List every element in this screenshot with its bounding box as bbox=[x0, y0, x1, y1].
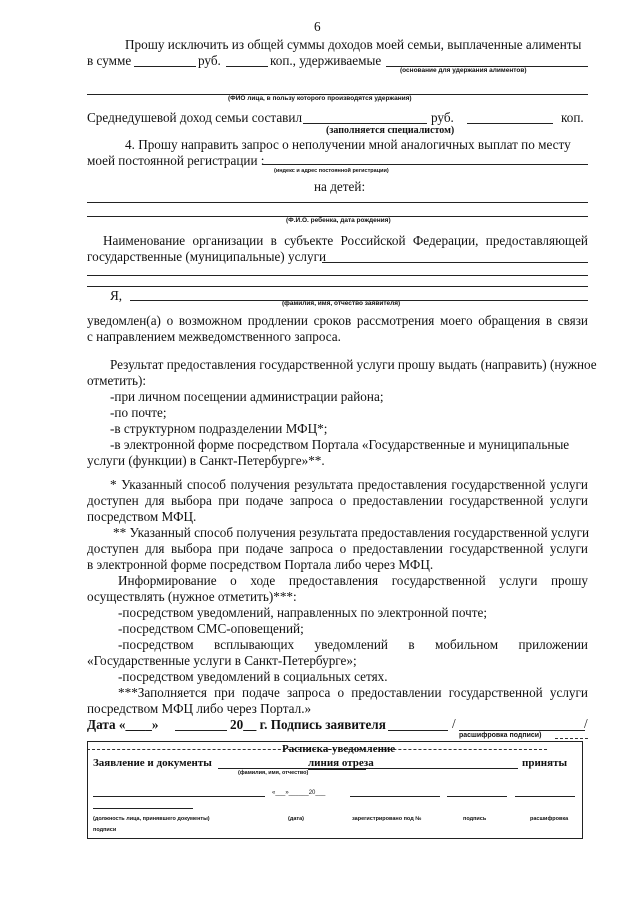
request-address-field[interactable] bbox=[262, 164, 588, 165]
receipt-title: Расписка-уведомление bbox=[282, 743, 396, 755]
signature-slash: / bbox=[452, 716, 456, 731]
applicant-line1: уведомлен(а) о возможном продлении сроков рассмотрения моего обращения в связи bbox=[87, 313, 588, 328]
note1-line3: посредством МФЦ. bbox=[87, 509, 197, 524]
result-option-portal[interactable]: -в электронной форме посредством Портала «Государственные и муниципальные bbox=[110, 437, 570, 452]
result-option-portal-cont: услуги (функции) в Санкт-Петербурге»**. bbox=[87, 453, 325, 468]
receipt-docs-label: Заявление и документы bbox=[93, 757, 212, 769]
income-kop: коп. bbox=[561, 110, 584, 125]
request-children-field1[interactable] bbox=[87, 202, 588, 203]
signature-slash-end: / bbox=[584, 716, 588, 731]
applicant-caption: (фамилия, имя, отчество заявителя) bbox=[282, 300, 401, 307]
result-line1: Результат предоставления государственной услуги прошу выдать (направить) (нужное bbox=[110, 357, 597, 372]
alimony-kop-withheld: коп., удерживаемые bbox=[270, 53, 382, 68]
request-child-caption: (Ф.И.О. ребенка, дата рождения) bbox=[286, 217, 391, 224]
inform-line1: Информирование о ходе предоставления государственной услуги прошу bbox=[118, 573, 588, 588]
org-field2[interactable] bbox=[87, 275, 588, 276]
alimony-basis-caption: (основание для удержания алиментов) bbox=[400, 67, 527, 74]
alimony-kop-field[interactable] bbox=[226, 66, 268, 67]
alimony-line1: Прошу исключить из общей суммы доходов моей семьи, выплаченные алименты bbox=[125, 37, 582, 52]
org-field1[interactable] bbox=[322, 262, 588, 263]
signature-month-field[interactable] bbox=[175, 730, 227, 731]
request-address-caption: (индекс и адрес постоянной регистрации) bbox=[274, 168, 389, 174]
inform-option-push[interactable]: -посредством всплывающих уведомлений в мобильном приложении bbox=[118, 637, 588, 652]
signature-dash-end bbox=[555, 738, 588, 739]
receipt-col-registered: зарегистрировано под № bbox=[352, 816, 422, 822]
note2-line1: ** Указанный способ получения результата предоставления государственной услуги bbox=[113, 525, 590, 540]
request-line1: 4. Прошу направить запрос о неполучении мной аналогичных выплат по месту bbox=[125, 137, 571, 152]
receipt-col-signature2: подписи bbox=[93, 827, 117, 833]
signature-caption: расшифровка подписи) bbox=[459, 732, 542, 739]
receipt-accepted: приняты bbox=[522, 757, 568, 769]
receipt-col-decoding: расшифровка bbox=[530, 816, 569, 822]
inform-note-line2: посредством МФЦ либо через Портал.» bbox=[87, 701, 312, 716]
applicant-line2: с направлением межведомственного запроса. bbox=[87, 329, 341, 344]
alimony-fio-caption: (ФИО лица, в пользу которого производятся удержания) bbox=[228, 95, 412, 102]
inform-option-social[interactable]: -посредством уведомлений в социальных сетях. bbox=[118, 669, 388, 684]
note1-line1: * Указанный способ получения результата предоставления государственной услуги bbox=[110, 477, 588, 492]
org-line2: государственные (муниципальные) услуги bbox=[87, 249, 327, 264]
signature-field[interactable] bbox=[388, 730, 448, 731]
receipt-position-field2[interactable] bbox=[93, 808, 193, 809]
income-label: Среднедушевой доход семьи составил bbox=[87, 110, 303, 125]
signature-decoding-field[interactable] bbox=[459, 730, 585, 731]
receipt-decoding-field[interactable] bbox=[515, 796, 575, 797]
note2-line3: в электронной форме посредством Портала либо через МФЦ. bbox=[87, 557, 434, 572]
cut-line-label: линия отреза bbox=[308, 757, 374, 769]
receipt-fio-caption: (фамилия, имя, отчество) bbox=[238, 770, 309, 776]
result-option-visit[interactable]: -при личном посещении администрации района; bbox=[110, 389, 384, 404]
note2-line2: доступен для выбора при подаче запроса о предоставлении государственной услуги bbox=[87, 541, 588, 556]
inform-line2: осуществлять (нужное отметить)***: bbox=[87, 589, 297, 604]
request-line2: моей постоянной регистрации : bbox=[87, 153, 265, 168]
result-option-mail[interactable]: -по почте; bbox=[110, 405, 167, 420]
signature-date-label: Дата «____» bbox=[87, 717, 159, 732]
income-kop-field[interactable] bbox=[467, 123, 553, 124]
receipt-col-date: (дата) bbox=[288, 816, 304, 822]
result-line2: отметить): bbox=[87, 373, 147, 388]
receipt-position-field[interactable] bbox=[93, 796, 265, 797]
inform-option-sms[interactable]: -посредством СМС-оповещений; bbox=[118, 621, 304, 636]
receipt-col-position: (должность лица, принявшего документы) bbox=[93, 816, 210, 822]
result-option-mfc[interactable]: -в структурном подразделении МФЦ*; bbox=[110, 421, 328, 436]
receipt-col-signature: подпись bbox=[463, 816, 487, 822]
inform-option-email[interactable]: -посредством уведомлений, направленных по электронной почте; bbox=[118, 605, 487, 620]
receipt-date-fill[interactable]: «___»______20___ bbox=[272, 790, 326, 796]
request-children: на детей: bbox=[314, 179, 366, 194]
receipt-signature-field[interactable] bbox=[447, 796, 507, 797]
income-rub: руб. bbox=[431, 110, 454, 125]
alimony-in-sum: в сумме bbox=[87, 53, 132, 68]
org-field3[interactable] bbox=[87, 286, 588, 287]
receipt-reg-field[interactable] bbox=[350, 796, 440, 797]
note1-line2: доступен для выбора при подаче запроса о предоставлении государственной услуги bbox=[87, 493, 588, 508]
applicant-ya: Я, bbox=[110, 288, 123, 303]
alimony-sum-field[interactable] bbox=[134, 66, 196, 67]
alimony-rub: руб. bbox=[198, 53, 221, 68]
page-number: 6 bbox=[314, 19, 321, 34]
org-line1: Наименование организации в субъекте Российской Федерации, предоставляющей bbox=[103, 233, 588, 248]
income-caption: (заполняется специалистом) bbox=[326, 125, 455, 136]
signature-year-label: 20__ г. Подпись заявителя bbox=[230, 717, 386, 732]
inform-note-line1: ***Заполняется при подаче запроса о предоставлении государственной услуги bbox=[118, 685, 588, 700]
inform-option-push-cont: «Государственные услуги в Санкт-Петербурге»; bbox=[87, 653, 357, 668]
